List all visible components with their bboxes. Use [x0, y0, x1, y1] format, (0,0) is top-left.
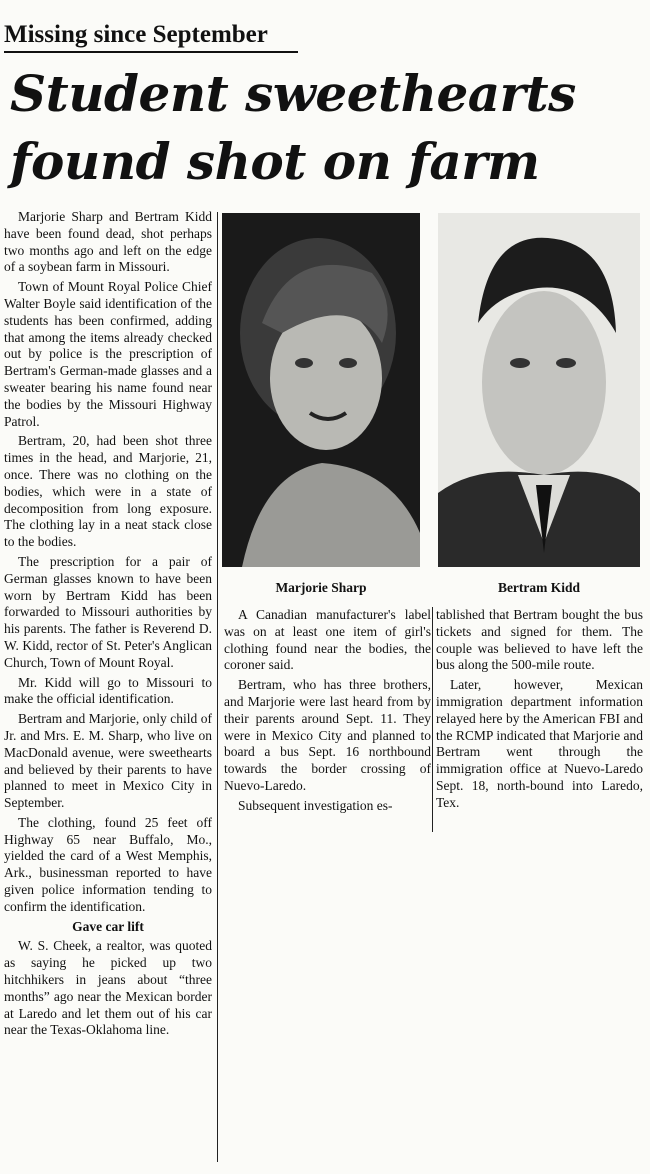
article-column-3 [436, 607, 643, 815]
article-column-1 [4, 209, 212, 1042]
subhead: Gave car lift [72, 918, 144, 934]
column-rule [217, 212, 218, 1162]
photo-caption: Marjorie Sharp [275, 580, 367, 595]
paragraph: The prescription for a pair of German glasses known to have been worn by Bertram Kidd has been forwarded to Missouri authorities by his parents. The father is Reverend D. W. Kidd, rector of St. Peter's Anglican Church, Town of Mount Royal. [4, 553, 212, 670]
kicker: Missing since September [4, 20, 298, 53]
paragraph: The clothing, found 25 feet off Highway 65 near Buffalo, Mo., yielded the card of a West Memphis, Ark., businessman reported to have given police information tending to confirm the identification. [4, 814, 212, 914]
paragraph: Bertram and Marjorie, only child of Jr. and Mrs. E. M. Sharp, who live on MacDonald avenue, were sweethearts and believed by their parents to have planned to meet in Mexico City in September. [4, 711, 212, 811]
headline: Student sweethearts found shot on farm [10, 64, 576, 191]
paragraph: Bertram, 20, had been shot three times in the head, and Marjorie, 21, once. There was no clothing on the bodies, which were in a state of decomposition from long exposure. The clothing lay in a neat stack close to the bodies. [4, 433, 212, 550]
photo-marjorie-sharp [222, 213, 420, 567]
paragraph: W. S. Cheek, a realtor, was quoted as saying he picked up two hitchhikers in jeans about “three months” ago near the Mexican border at Laredo and let them out of his car near the Texas-Oklahoma line. [4, 938, 212, 1038]
paragraph: Bertram, who has three brothers, and Marjorie were last heard from by their parents around Sept. 11. They were in Mexico City and planned to board a bus Sept. 16 northbound towards the border crossing of Nuevo-Laredo. [224, 677, 431, 793]
photo-bertram-kidd [438, 213, 640, 567]
paragraph: Later, however, Mexican immigration department information relayed here by the American FBI and the RCMP indicated that Marjorie and Bertram went through the immigration office at Nuevo-Laredo Sept. 18, north-bound into Laredo, Tex. [436, 677, 643, 810]
paragraph: Mr. Kidd will go to Missouri to make the official identification. [4, 674, 212, 707]
paragraph: Subsequent investigation es- [238, 797, 393, 813]
paragraph: A Canadian manufacturer's label was on at least one item of girl's clothing found near the bodies, the coroner said. [224, 607, 431, 673]
photo-caption: Bertram Kidd [497, 580, 581, 595]
column-rule [432, 607, 433, 832]
paragraph: Town of Mount Royal Police Chief Walter Boyle said identification of the students has been confirmed, adding that among the items already checked out by police is the prescription of Bertram's German-made glasses and a sweater bearing his name found near the bodies by the Missouri Highway Patrol. [4, 279, 212, 429]
article-column-2 [224, 607, 431, 818]
paragraph: Marjorie Sharp and Bertram Kidd have been found dead, shot perhaps two months ago and left on the edge of a soybean farm in Missouri. [4, 209, 212, 275]
paragraph: tablished that Bertram bought the bus tickets and signed for them. The couple was believed to have left the bus along the 500-mile route. [436, 607, 643, 673]
